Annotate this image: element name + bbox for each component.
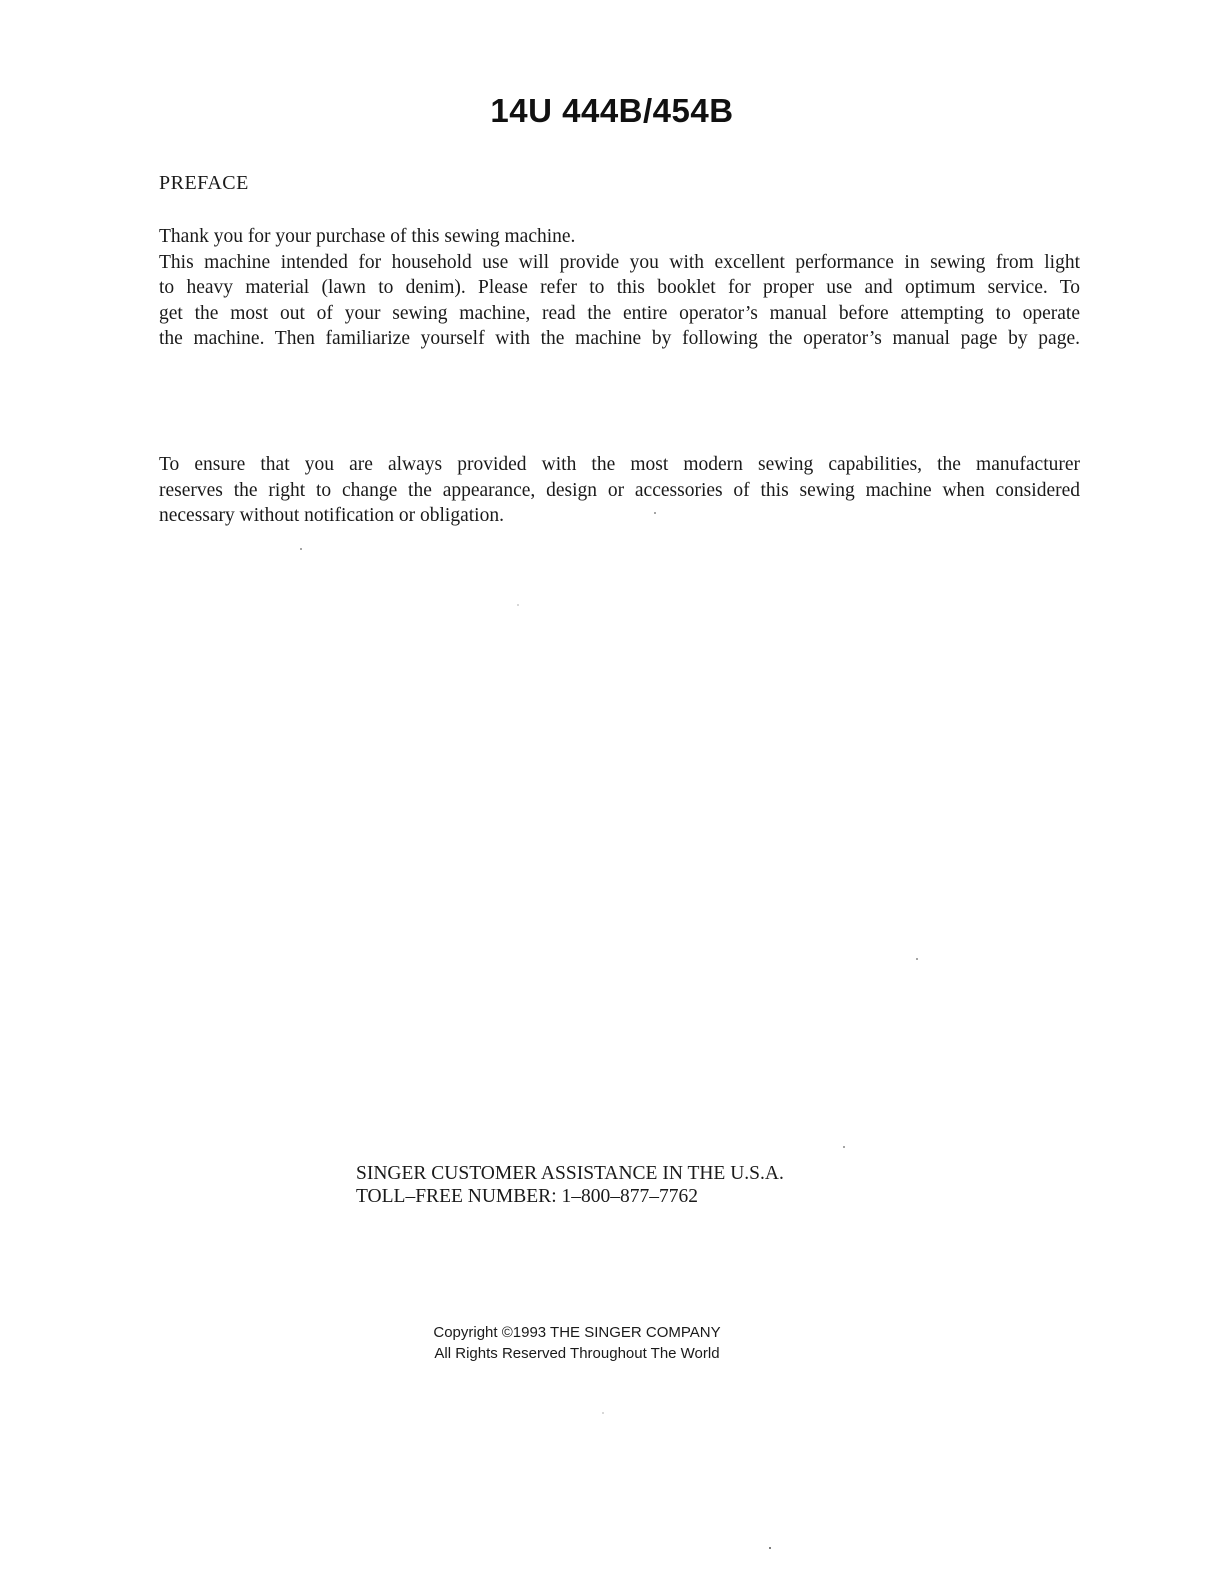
paragraph-line: get the most out of your sewing machine, read the entire operator’s manual before attempting to operate — [159, 302, 1080, 324]
scan-speck — [769, 1547, 771, 1549]
preface-paragraph — [159, 224, 1080, 352]
rights-line: All Rights Reserved Throughout The World — [434, 1345, 720, 1362]
assistance-line: SINGER CUSTOMER ASSISTANCE IN THE U.S.A. — [356, 1163, 784, 1184]
document-title: 14U 444B/454B — [490, 92, 734, 129]
paragraph-line: the machine. Then familiarize yourself with the machine by following the operator’s manual page by page. — [159, 328, 1080, 349]
scan-speck — [517, 604, 519, 606]
toll-free-number: TOLL–FREE NUMBER: 1–800–877–7762 — [356, 1186, 698, 1207]
paragraph-line: This machine intended for household use will provide you with excellent performance in sewing from light — [159, 251, 1080, 273]
paragraph-line: necessary without notification or obligation. — [159, 505, 504, 526]
paragraph-line: To ensure that you are always provided with the most modern sewing capabilities, the manufacturer — [159, 454, 1080, 475]
scan-speck — [843, 1146, 845, 1148]
notice-paragraph — [159, 452, 1080, 529]
scan-speck — [602, 1412, 604, 1414]
paragraph-line: reserves the right to change the appearance, design or accessories of this sewing machine when considered — [159, 479, 1080, 501]
scan-speck — [300, 548, 302, 550]
copyright-notice — [0, 1322, 1154, 1364]
scan-speck — [916, 958, 918, 960]
customer-assistance — [356, 1162, 784, 1208]
section-heading: PREFACE — [159, 172, 249, 194]
scan-speck — [654, 512, 656, 514]
copyright-line: Copyright ©1993 THE SINGER COMPANY — [433, 1324, 721, 1341]
paragraph-line: Thank you for your purchase of this sewing machine. — [159, 226, 576, 247]
paragraph-line: to heavy material (lawn to denim). Please refer to this booklet for proper use and optimum service. To — [159, 277, 1080, 298]
